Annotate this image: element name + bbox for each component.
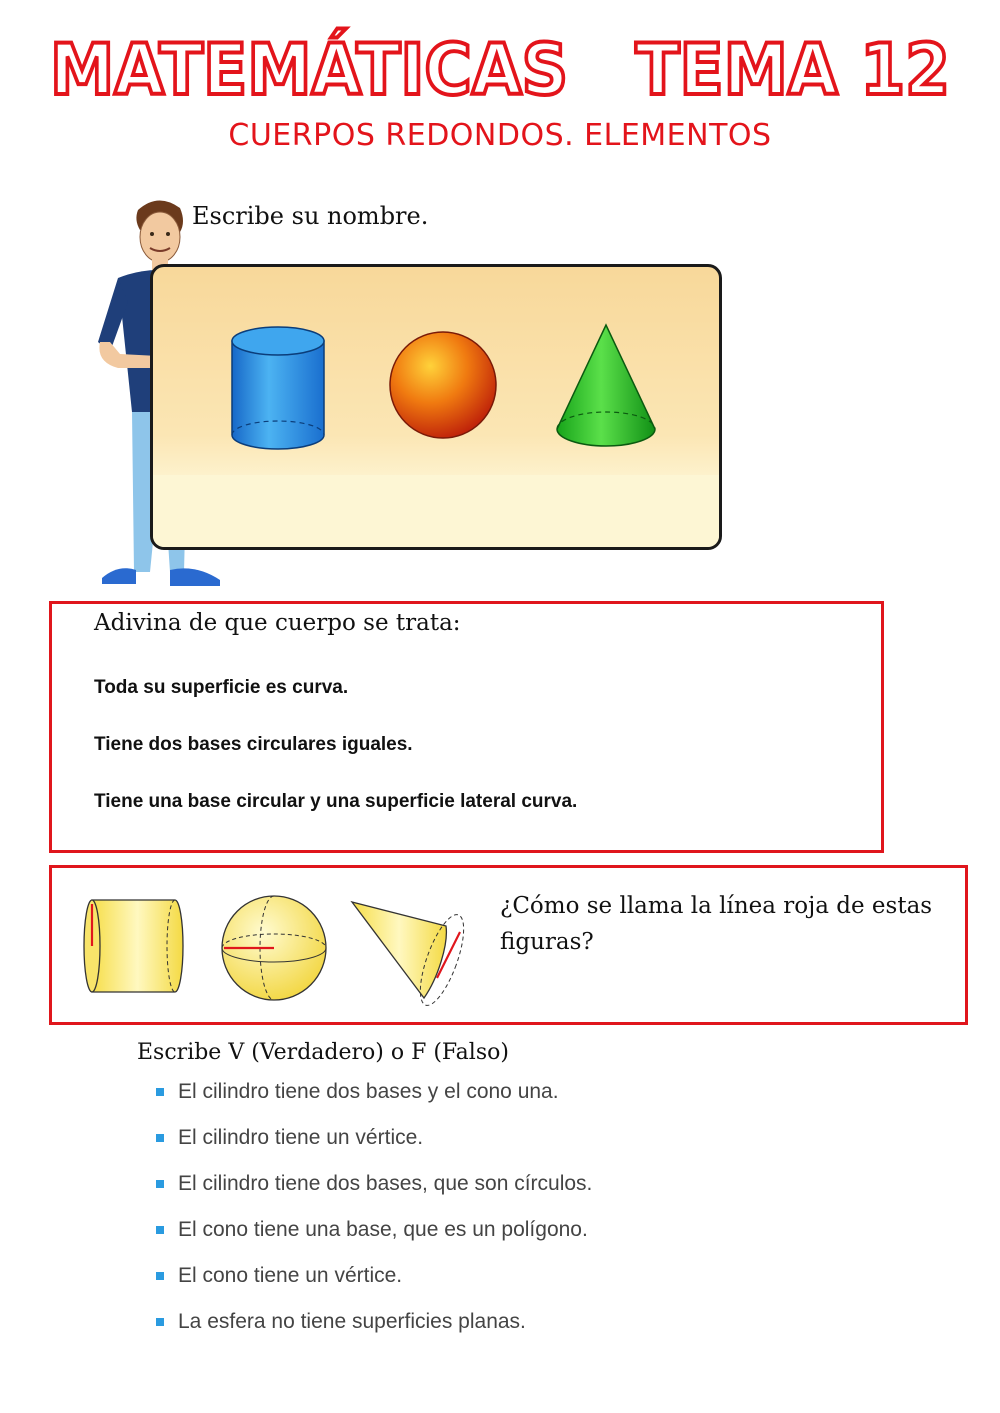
- clue-3: Tiene una base circular y una superficie lateral curva.: [94, 791, 578, 812]
- bullet-icon: [156, 1180, 164, 1188]
- guess-section: [49, 601, 884, 853]
- bullet-icon: [156, 1134, 164, 1142]
- list-item: [152, 1262, 592, 1308]
- page-title-text: MATEMÁTICAS TEMA 12: [50, 29, 950, 111]
- bullet-icon: [156, 1318, 164, 1326]
- statement-text: El cilindro tiene dos bases, que son círculos.: [178, 1172, 593, 1195]
- list-item: [152, 1124, 592, 1170]
- page-subtitle: CUERPOS REDONDOS. ELEMENTOS: [228, 118, 772, 153]
- red-line-question: ¿Cómo se llama la línea roja de estas figuras?: [500, 893, 933, 955]
- shapes-board: [150, 264, 722, 550]
- clue-1: Toda su superficie es curva.: [94, 677, 349, 698]
- clue-2: Tiene dos bases circulares iguales.: [94, 734, 413, 755]
- red-line-section: [49, 865, 968, 1025]
- true-false-title: Escribe V (Verdadero) o F (Falso): [137, 1040, 509, 1065]
- list-item: [152, 1216, 592, 1262]
- cone-icon: [557, 325, 655, 446]
- cylinder-icon: [232, 327, 324, 449]
- true-false-list: [152, 1078, 592, 1354]
- statement-text: El cilindro tiene dos bases y el cono una.: [178, 1080, 559, 1103]
- cylinder-radius-figure: [84, 900, 183, 992]
- page-title: [40, 22, 960, 112]
- cone-generatrix-figure: [352, 902, 472, 1010]
- bullet-icon: [156, 1088, 164, 1096]
- list-item: [152, 1308, 592, 1354]
- bullet-icon: [156, 1272, 164, 1280]
- list-item: [152, 1078, 592, 1124]
- statement-text: La esfera no tiene superficies planas.: [178, 1310, 526, 1333]
- statement-text: El cilindro tiene un vértice.: [178, 1126, 424, 1149]
- statement-text: El cono tiene un vértice.: [178, 1264, 403, 1287]
- intro-instruction: Escribe su nombre.: [192, 202, 429, 230]
- sphere-radius-figure: [222, 896, 326, 1000]
- statement-text: El cono tiene una base, que es un polígono.: [178, 1218, 588, 1241]
- guess-title: Adivina de que cuerpo se trata:: [94, 610, 461, 636]
- bullet-icon: [156, 1226, 164, 1234]
- list-item: [152, 1170, 592, 1216]
- sphere-icon: [390, 332, 496, 438]
